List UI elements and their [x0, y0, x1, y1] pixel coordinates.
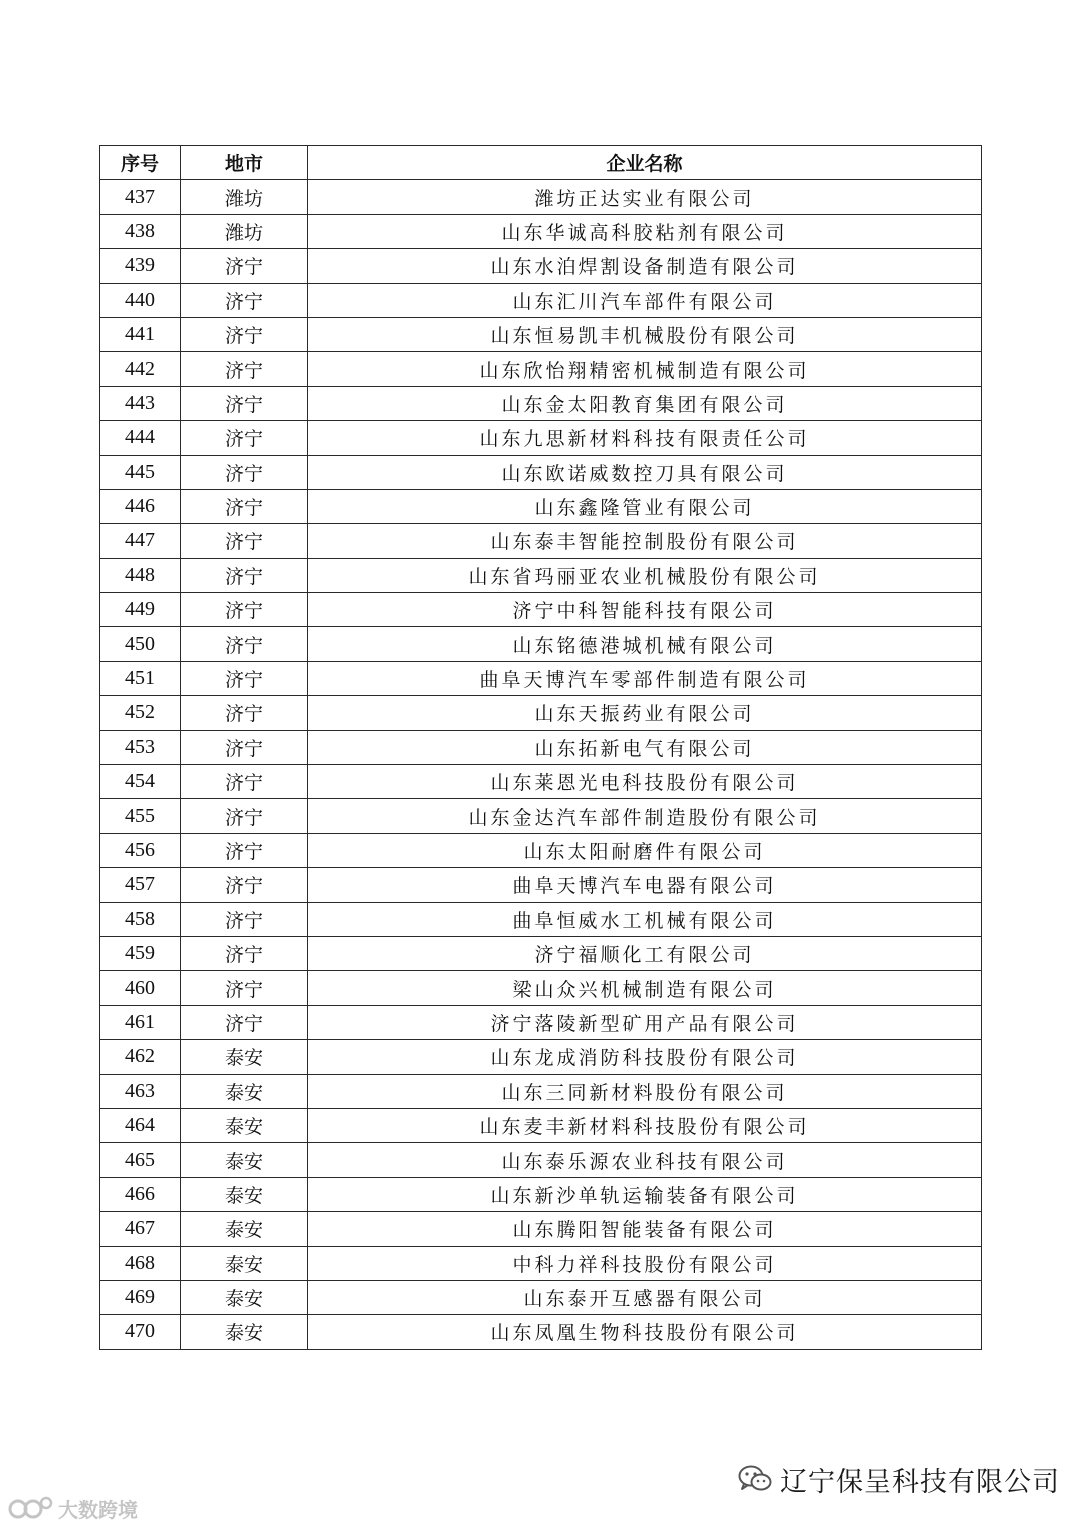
row-city: 济宁 [181, 558, 308, 592]
row-company-name: 济宁落陵新型矿用产品有限公司 [308, 1005, 982, 1039]
row-city: 济宁 [181, 421, 308, 455]
row-serial-number: 453 [100, 730, 181, 764]
table-row [100, 1177, 982, 1211]
row-serial-number: 437 [100, 180, 181, 214]
row-city: 泰安 [181, 1143, 308, 1177]
row-serial-number: 448 [100, 558, 181, 592]
row-serial-number: 443 [100, 386, 181, 420]
row-city: 济宁 [181, 317, 308, 351]
row-company-name: 济宁福顺化工有限公司 [308, 936, 982, 970]
row-serial-number: 440 [100, 283, 181, 317]
row-city: 潍坊 [181, 214, 308, 248]
row-serial-number: 444 [100, 421, 181, 455]
row-company-name: 山东金达汽车部件制造股份有限公司 [308, 799, 982, 833]
row-serial-number: 441 [100, 317, 181, 351]
row-company-name: 山东新沙单轨运输装备有限公司 [308, 1177, 982, 1211]
row-city: 济宁 [181, 593, 308, 627]
row-serial-number: 451 [100, 661, 181, 695]
row-city: 济宁 [181, 661, 308, 695]
table-row [100, 833, 982, 867]
table-row [100, 455, 982, 489]
row-company-name: 山东天振药业有限公司 [308, 696, 982, 730]
row-company-name: 山东泰乐源农业科技有限公司 [308, 1143, 982, 1177]
row-city: 济宁 [181, 833, 308, 867]
row-serial-number: 464 [100, 1108, 181, 1142]
row-serial-number: 445 [100, 455, 181, 489]
company-list-table [99, 145, 982, 1350]
row-company-name: 山东太阳耐磨件有限公司 [308, 833, 982, 867]
row-serial-number: 456 [100, 833, 181, 867]
row-serial-number: 467 [100, 1212, 181, 1246]
row-city: 泰安 [181, 1212, 308, 1246]
table-row [100, 936, 982, 970]
table-row [100, 971, 982, 1005]
row-city: 济宁 [181, 489, 308, 523]
row-company-name: 中科力祥科技股份有限公司 [308, 1246, 982, 1280]
row-city: 济宁 [181, 868, 308, 902]
table-row [100, 1108, 982, 1142]
row-city: 济宁 [181, 455, 308, 489]
table-row [100, 489, 982, 523]
table-row [100, 283, 982, 317]
row-city: 济宁 [181, 799, 308, 833]
row-serial-number: 459 [100, 936, 181, 970]
table-row [100, 558, 982, 592]
row-company-name: 山东麦丰新材料科技股份有限公司 [308, 1108, 982, 1142]
table-row [100, 421, 982, 455]
header-serial-number: 序号 [100, 146, 181, 180]
row-city: 泰安 [181, 1315, 308, 1349]
row-company-name: 山东金太阳教育集团有限公司 [308, 386, 982, 420]
row-company-name: 曲阜天博汽车电器有限公司 [308, 868, 982, 902]
row-company-name: 山东水泊焊割设备制造有限公司 [308, 249, 982, 283]
row-city: 济宁 [181, 1005, 308, 1039]
row-serial-number: 454 [100, 765, 181, 799]
row-city: 济宁 [181, 352, 308, 386]
row-city: 泰安 [181, 1280, 308, 1314]
row-serial-number: 438 [100, 214, 181, 248]
row-company-name: 山东铭德港城机械有限公司 [308, 627, 982, 661]
row-company-name: 梁山众兴机械制造有限公司 [308, 971, 982, 1005]
row-serial-number: 457 [100, 868, 181, 902]
row-city: 济宁 [181, 730, 308, 764]
row-serial-number: 446 [100, 489, 181, 523]
row-city: 潍坊 [181, 180, 308, 214]
row-city: 济宁 [181, 936, 308, 970]
table-row [100, 180, 982, 214]
table-header-row [100, 146, 982, 180]
row-serial-number: 465 [100, 1143, 181, 1177]
wechat-icon [738, 1465, 772, 1493]
row-company-name: 山东欧诺威数控刀具有限公司 [308, 455, 982, 489]
row-serial-number: 458 [100, 902, 181, 936]
row-company-name: 山东华诚高科胶粘剂有限公司 [308, 214, 982, 248]
table-row [100, 214, 982, 248]
row-serial-number: 463 [100, 1074, 181, 1108]
row-serial-number: 460 [100, 971, 181, 1005]
table-row [100, 352, 982, 386]
row-serial-number: 455 [100, 799, 181, 833]
table-row [100, 696, 982, 730]
row-city: 泰安 [181, 1246, 308, 1280]
row-company-name: 山东莱恩光电科技股份有限公司 [308, 765, 982, 799]
table-row [100, 902, 982, 936]
table-row [100, 627, 982, 661]
row-city: 泰安 [181, 1040, 308, 1074]
wechat-account-name: 辽宁保呈科技有限公司 [780, 1466, 1060, 1498]
table-row [100, 249, 982, 283]
row-company-name: 潍坊正达实业有限公司 [308, 180, 982, 214]
row-company-name: 曲阜恒威水工机械有限公司 [308, 902, 982, 936]
row-city: 济宁 [181, 627, 308, 661]
row-company-name: 山东三同新材料股份有限公司 [308, 1074, 982, 1108]
row-serial-number: 452 [100, 696, 181, 730]
row-company-name: 山东龙成消防科技股份有限公司 [308, 1040, 982, 1074]
row-serial-number: 450 [100, 627, 181, 661]
row-serial-number: 468 [100, 1246, 181, 1280]
table-row [100, 1040, 982, 1074]
table-row [100, 868, 982, 902]
row-company-name: 山东凤凰生物科技股份有限公司 [308, 1315, 982, 1349]
table-row [100, 1212, 982, 1246]
watermark-logo-icon [8, 1495, 54, 1521]
row-city: 济宁 [181, 386, 308, 420]
watermark-text: 大数跨境 [58, 1497, 138, 1522]
row-city: 泰安 [181, 1177, 308, 1211]
row-serial-number: 461 [100, 1005, 181, 1039]
table-row [100, 661, 982, 695]
row-company-name: 山东泰开互感器有限公司 [308, 1280, 982, 1314]
table-row [100, 1074, 982, 1108]
row-company-name: 曲阜天博汽车零部件制造有限公司 [308, 661, 982, 695]
table-row [100, 386, 982, 420]
row-company-name: 山东省玛丽亚农业机械股份有限公司 [308, 558, 982, 592]
row-city: 济宁 [181, 902, 308, 936]
header-city: 地市 [181, 146, 308, 180]
row-city: 济宁 [181, 765, 308, 799]
header-company-name: 企业名称 [308, 146, 982, 180]
row-company-name: 山东恒易凯丰机械股份有限公司 [308, 317, 982, 351]
row-serial-number: 449 [100, 593, 181, 627]
table-row [100, 730, 982, 764]
row-company-name: 山东泰丰智能控制股份有限公司 [308, 524, 982, 558]
row-city: 泰安 [181, 1108, 308, 1142]
row-city: 济宁 [181, 971, 308, 1005]
table-body [100, 180, 982, 1349]
row-company-name: 山东拓新电气有限公司 [308, 730, 982, 764]
row-city: 济宁 [181, 283, 308, 317]
row-city: 济宁 [181, 696, 308, 730]
row-company-name: 山东欣怡翔精密机械制造有限公司 [308, 352, 982, 386]
table-row [100, 1280, 982, 1314]
table-row [100, 765, 982, 799]
wechat-account-footer [738, 1462, 1060, 1496]
row-company-name: 山东汇川汽车部件有限公司 [308, 283, 982, 317]
row-company-name: 山东鑫隆管业有限公司 [308, 489, 982, 523]
watermark [8, 1494, 138, 1522]
row-serial-number: 466 [100, 1177, 181, 1211]
table-row [100, 1005, 982, 1039]
table-row [100, 799, 982, 833]
row-city: 济宁 [181, 524, 308, 558]
row-serial-number: 442 [100, 352, 181, 386]
row-company-name: 济宁中科智能科技有限公司 [308, 593, 982, 627]
table-row [100, 317, 982, 351]
row-city: 济宁 [181, 249, 308, 283]
row-company-name: 山东九思新材料科技有限责任公司 [308, 421, 982, 455]
table-row [100, 1143, 982, 1177]
table-row [100, 524, 982, 558]
table-row [100, 593, 982, 627]
row-serial-number: 439 [100, 249, 181, 283]
row-serial-number: 470 [100, 1315, 181, 1349]
table-row [100, 1315, 982, 1349]
row-serial-number: 447 [100, 524, 181, 558]
row-city: 泰安 [181, 1074, 308, 1108]
row-company-name: 山东腾阳智能装备有限公司 [308, 1212, 982, 1246]
table-row [100, 1246, 982, 1280]
row-serial-number: 469 [100, 1280, 181, 1314]
row-serial-number: 462 [100, 1040, 181, 1074]
